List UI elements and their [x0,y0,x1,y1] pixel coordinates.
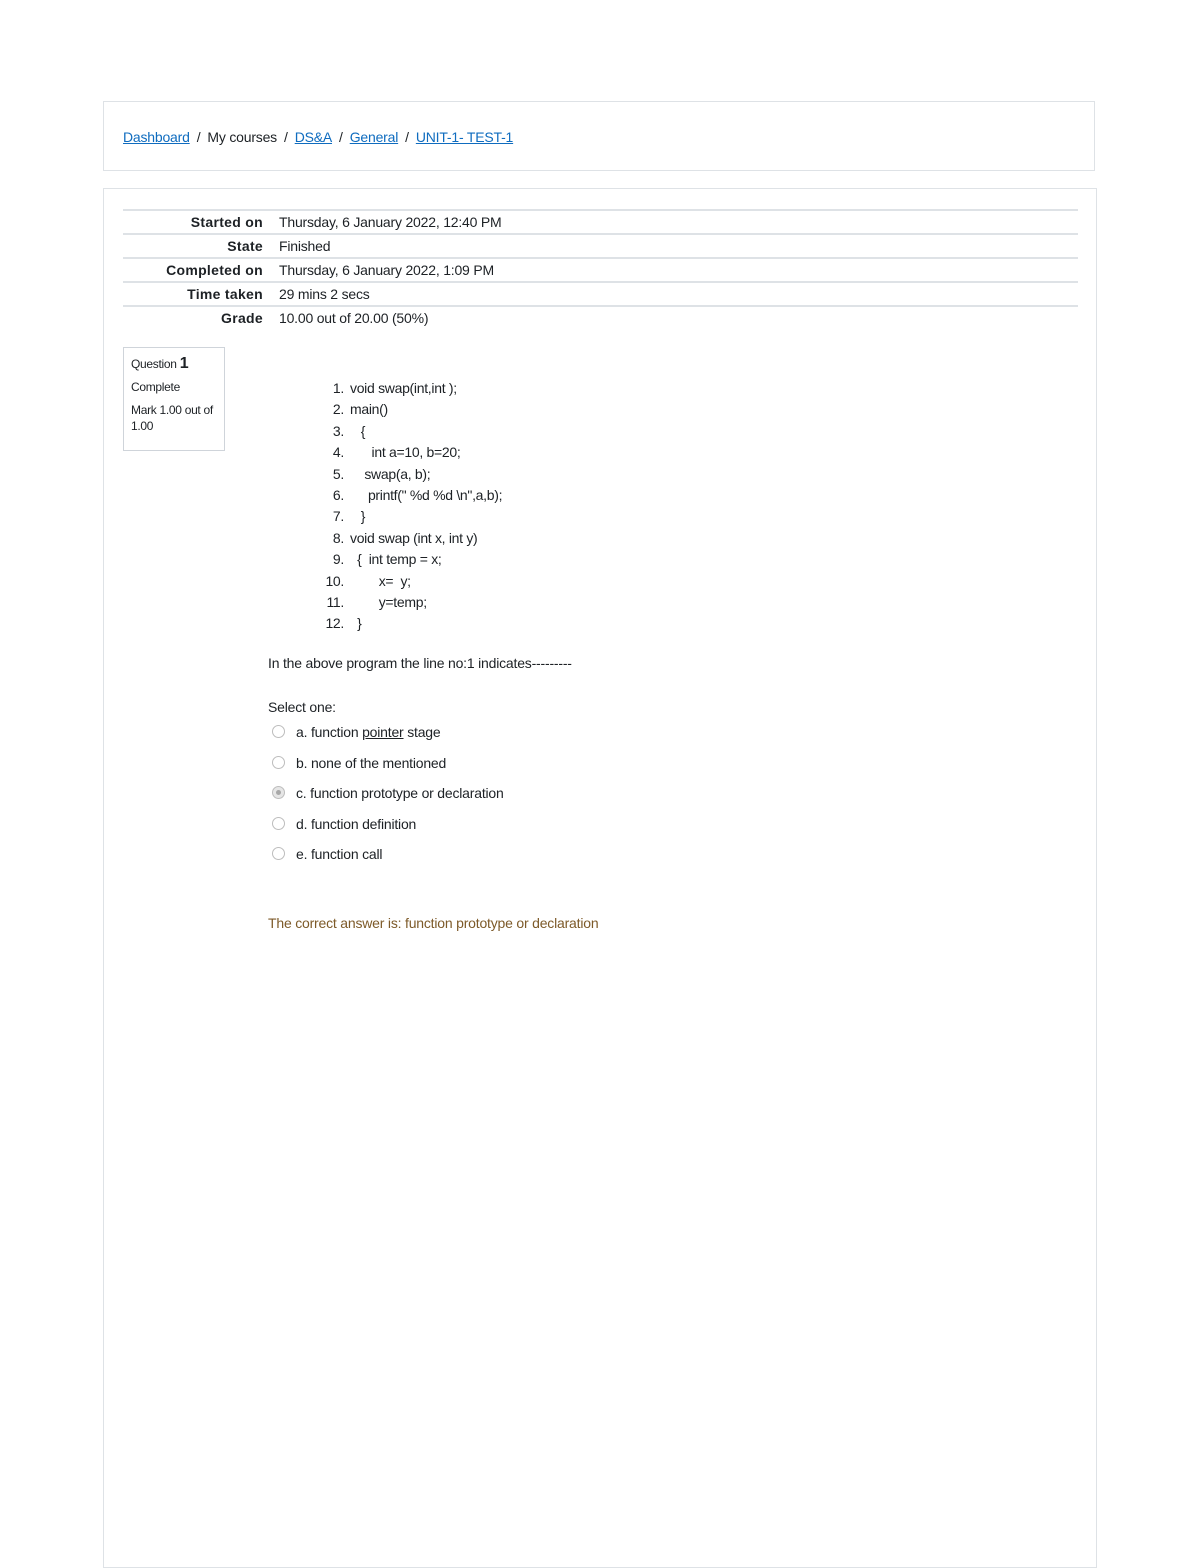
breadcrumb-quiz-link[interactable]: UNIT-1- TEST-1 [415,129,514,145]
code-line-text: { int temp = x; [350,551,442,568]
code-line [300,466,502,487]
answer-option[interactable] [272,816,504,847]
code-line-text: printf(" %d %d \n",a,b); [350,486,503,503]
answer-option[interactable] [272,846,504,877]
breadcrumb-course-link[interactable]: DS&A [294,129,333,145]
breadcrumb-bar [103,101,1095,171]
summary-row-state [123,235,1078,259]
answer-option-label [296,755,446,771]
summary-label: State [227,238,263,254]
code-line [300,573,502,594]
attempt-summary-table [123,209,1078,329]
code-line [300,487,502,508]
breadcrumb-section-link[interactable]: General [349,129,399,145]
code-line-text: swap(a, b); [350,465,431,482]
answer-option[interactable] [272,724,504,755]
code-line-number: 4. [332,444,344,461]
code-line-text: y=temp; [350,593,427,610]
select-one-prompt: Select one: [268,699,336,715]
answer-option[interactable] [272,755,504,786]
radio-button[interactable] [272,847,285,860]
code-line-number: 2. [332,401,344,418]
question-status: Complete [131,380,180,394]
code-line [300,423,502,444]
summary-label: Completed on [166,262,263,278]
radio-button[interactable] [272,786,285,799]
code-line [300,530,502,551]
code-line-number: 12. [325,615,344,632]
code-line-text: void swap (int x, int y) [350,529,478,546]
code-line-number: 7. [332,508,344,525]
summary-value: Thursday, 6 January 2022, 1:09 PM [279,262,494,278]
code-listing [300,380,502,637]
breadcrumb-separator: / [339,129,343,145]
code-line [300,551,502,572]
code-line [300,594,502,615]
quiz-review-panel [103,188,1097,1568]
code-line-text: x= y; [350,572,411,589]
question-label: Question [131,357,177,371]
code-line-number: 8. [332,529,344,546]
code-line-text: int a=10, b=20; [350,444,461,461]
summary-label: Time taken [187,286,263,302]
question-number [131,356,217,372]
answer-option-text: b. none of the mentioned [296,754,447,771]
question-mark: Mark 1.00 out of 1.00 [131,403,213,433]
summary-value: 10.00 out of 20.00 (50%) [279,310,429,326]
summary-label: Grade [221,310,263,326]
summary-row-started [123,211,1078,235]
breadcrumb-separator: / [405,129,409,145]
summary-row-completed [123,259,1078,283]
code-line [300,380,502,401]
code-line-text: { [350,422,366,439]
answer-option-label [296,724,440,740]
code-line-number: 3. [332,422,344,439]
radio-button[interactable] [272,817,285,830]
code-line [300,444,502,465]
code-line-text: } [350,508,366,525]
answer-options [272,724,504,877]
answer-option-text: c. function prototype or declaration [296,785,504,801]
answer-option-suffix: stage [403,724,441,740]
summary-value: Thursday, 6 January 2022, 12:40 PM [279,214,502,230]
code-line-number: 5. [332,465,344,482]
answer-option-text: a. function [296,724,363,740]
question-number-value: 1 [179,355,189,372]
code-line-text: main() [350,401,388,418]
answer-option-text: e. function call [296,846,383,862]
question-info-box [123,347,225,451]
answer-option[interactable] [272,785,504,816]
question-text: In the above program the line no:1 indicates--------- [268,655,572,671]
answer-option-label [296,846,382,862]
radio-button[interactable] [272,756,285,769]
radio-button[interactable] [272,725,285,738]
summary-value: 29 mins 2 secs [279,286,370,302]
breadcrumb [123,129,513,145]
code-line-text: void swap(int,int ); [350,380,457,396]
code-line-number: 6. [332,486,344,503]
code-line-number: 9. [332,551,344,568]
summary-row-grade [123,307,1078,329]
breadcrumb-dashboard-link[interactable]: Dashboard [123,129,190,145]
code-line-number: 10. [325,572,344,589]
answer-option-label [296,785,504,801]
correct-answer-feedback: The correct answer is: function prototype or declaration [268,915,599,931]
answer-option-label [296,816,416,832]
code-line [300,508,502,529]
breadcrumb-separator: / [196,129,201,145]
code-line [300,615,502,636]
summary-label: Started on [190,214,263,230]
breadcrumb-separator: / [283,129,288,145]
code-line-number: 1. [332,380,344,396]
answer-option-text: d. function definition [296,815,417,832]
code-line-number: 11. [326,593,344,610]
summary-row-time-taken [123,283,1078,307]
code-line [300,401,502,422]
answer-option-underlined-text: pointer [362,724,404,740]
breadcrumb-my-courses: My courses [207,129,277,145]
summary-value: Finished [279,238,331,254]
code-line-text: } [350,615,362,632]
